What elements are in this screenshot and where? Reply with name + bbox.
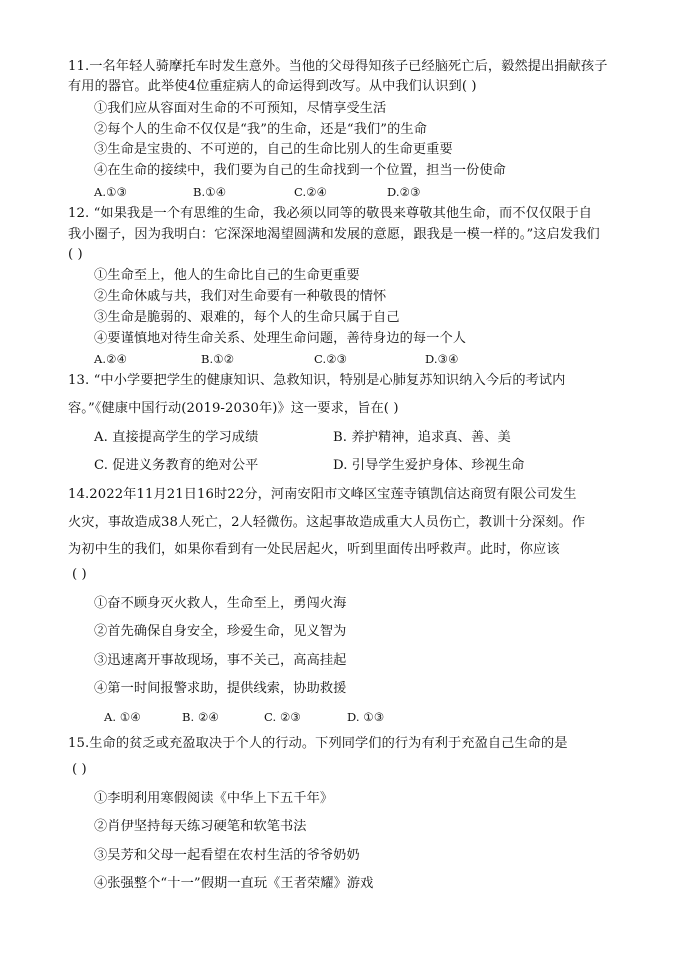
q12-option-d: D.③④ [425,352,459,366]
q14-option-a: A. ①④ [104,710,141,724]
q13-stem-line-2: 容。”《健康中国行动(2019-2030年)》这一要求，旨在( ) [68,401,399,416]
q12-stem-line-2: 我小圈子，因为我明白：它深深地渴望圆满和发展的意愿，跟我是一模一样的。”这启发我们 [68,227,600,242]
q11-item-2: ②每个人的生命不仅仅是“我”的生命，还是“我们”的生命 [94,122,427,137]
q11-stem-line-2: 有用的器官。此举使4位重症病人的命运得到改写。从中我们认识到( ) [68,79,477,94]
q14-stem-line-1: 14.2022年11月21日16时22分，河南安阳市文峰区宝莲寺镇凯信达商贸有限公司发生 [68,487,577,502]
q14-stem-line-3: 为初中生的我们，如果你看到有一处民居起火，听到里面传出呼救声。此时，你应该 [68,542,560,557]
q15-item-1: ①李明利用寒假阅读《中华上下五千年》 [94,791,334,806]
q11-option-b: B.①④ [193,185,227,199]
q14-item-4: ④第一时间报警求助，提供线索，协助救援 [94,681,347,696]
q15-stem-line-2: ( ) [72,762,87,777]
q11-stem-line-1: 11.一名年轻人骑摩托车时发生意外。当他的父母得知孩子已经脑死亡后，毅然提出捐献孩子 [68,59,608,74]
q13-stem-line-1: 13. “中小学要把学生的健康知识、急救知识，特别是心肺复苏知识纳入今后的考试内 [68,373,566,388]
q15-item-2: ②肖伊坚持每天练习硬笔和软笔书法 [94,819,307,834]
q12-option-a: A.②④ [94,352,127,366]
q15-item-4: ④张强整个“十一”假期一直玩《王者荣耀》游戏 [94,876,374,891]
q14-option-d: D. ①③ [347,710,385,724]
q15-item-3: ③吴芳和父母一起看望在农村生活的爷爷奶奶 [94,848,360,863]
q11-option-d: D.②③ [387,185,421,199]
q14-item-2: ②首先确保自身安全，珍爱生命，见义智为 [94,624,347,639]
q11-option-a: A.①③ [94,185,127,199]
q12-item-2: ②生命休戚与共，我们对生命要有一种敬畏的情怀 [94,289,387,304]
q13-option-b: B. 养护精神，追求真、善、美 [333,430,511,445]
q12-item-1: ①生命至上，他人的生命比自己的生命更重要 [94,268,360,283]
q11-item-3: ③生命是宝贵的、不可逆的，自己的生命比别人的生命更重要 [94,142,453,157]
q13-option-c: C. 促进义务教育的绝对公平 [94,458,259,473]
q12-stem-line-3: ( ) [68,247,83,262]
q15-stem-line-1: 15.生命的贫乏或充盈取决于个人的行动。下列同学们的行为有利于充盈自己生命的是 [68,736,568,751]
q11-item-4: ④在生命的接续中，我们要为自己的生命找到一个位置，担当一份使命 [94,163,506,178]
q14-item-3: ③迅速离开事故现场，事不关己，高高挂起 [94,653,347,668]
q13-option-a: A. 直接提高学生的学习成绩 [94,430,259,445]
q12-option-c: C.②③ [314,352,348,366]
q14-option-b: B. ②④ [182,710,219,724]
q14-stem-line-2: 火灾，事故造成38人死亡，2人轻微伤。这起事故造成重大人员伤亡，教训十分深刻。作 [68,515,586,530]
q11-item-1: ①我们应从容面对生命的不可预知，尽情享受生活 [94,101,387,116]
q12-stem-line-1: 12. “如果我是一个有思维的生命，我必须以同等的敬畏来尊敬其他生命，而不仅仅限于自 [68,206,593,221]
q12-item-3: ③生命是脆弱的、艰难的，每个人的生命只属于自己 [94,310,400,325]
q13-option-d: D. 引导学生爱护身体、珍视生命 [333,458,525,473]
q11-option-c: C.②④ [294,185,328,199]
q14-option-c: C. ②③ [264,710,301,724]
q14-stem-line-4: ( ) [72,567,87,582]
q12-item-4: ④要谨慎地对待生命关系、处理生命问题，善待身边的每一个人 [94,331,467,346]
q12-option-b: B.①② [201,352,235,366]
q14-item-1: ①奋不顾身灭火救人，生命至上，勇闯火海 [94,596,347,611]
